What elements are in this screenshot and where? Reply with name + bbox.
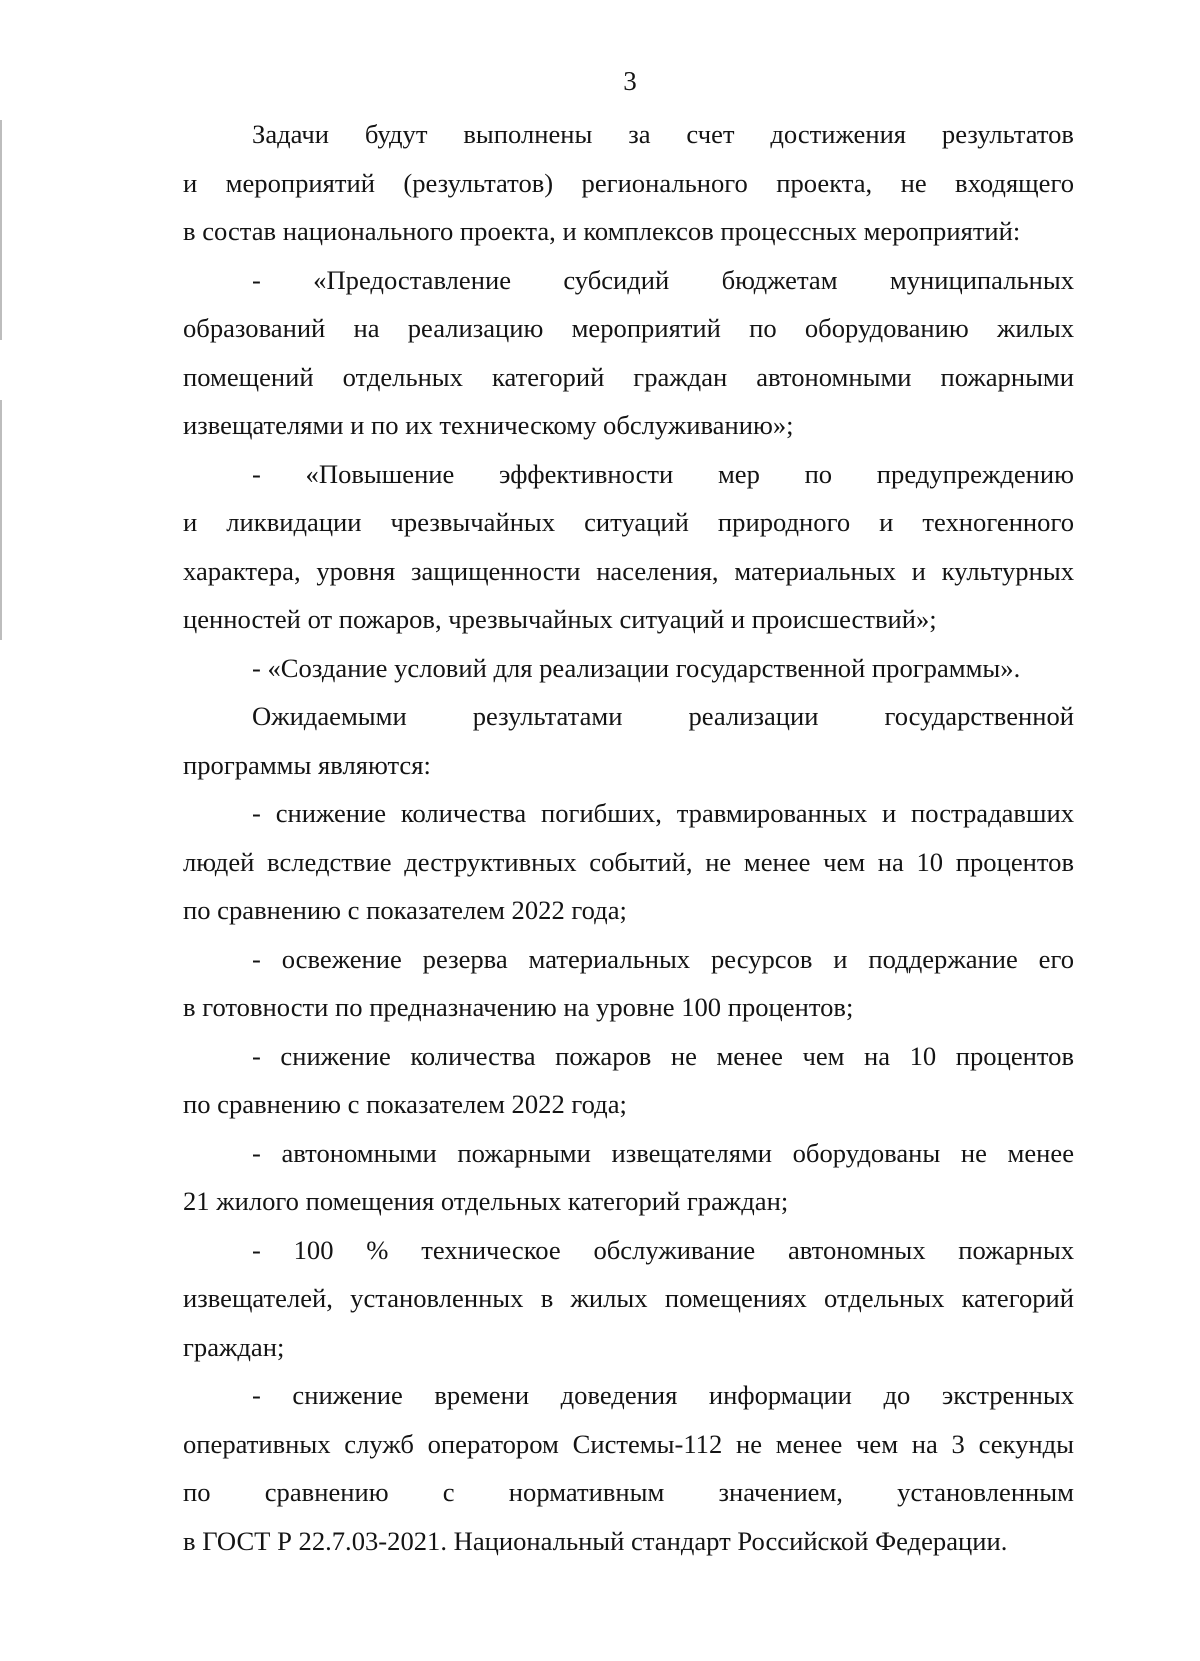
text-line: извещателями и по их техническому обслуживанию»;	[183, 410, 794, 440]
text-line: и мероприятий (результатов) регионального проекта, не входящего	[183, 167, 1074, 198]
paragraph-result-reserve	[183, 935, 1074, 1032]
text-line: - автономными пожарными извещателями оборудованы не менее	[252, 1137, 1074, 1168]
text-line: - освежение резерва материальных ресурсов и поддержание его	[252, 943, 1074, 974]
text-line: в готовности по предназначению на уровне 100 процентов;	[183, 992, 854, 1022]
text-line: оперативных служб оператором Системы-112 не менее чем на 3 секунды	[183, 1428, 1074, 1459]
text-line: - «Предоставление субсидий бюджетам муниципальных	[252, 264, 1074, 295]
text-line: программы являются:	[183, 749, 431, 780]
text-line: в состав национального проекта, и комплексов процессных мероприятий:	[183, 216, 1021, 246]
text-line: по сравнению с показателем 2022 года;	[183, 895, 627, 925]
text-line: граждан;	[183, 1331, 285, 1362]
scan-edge-mark	[0, 120, 2, 340]
page-number: 3	[623, 66, 637, 96]
text-line: - 100 % техническое обслуживание автономных пожарных	[252, 1234, 1074, 1265]
text-line: людей вследствие деструктивных событий, не менее чем на 10 процентов	[183, 846, 1074, 877]
paragraph-result-casualties	[183, 789, 1074, 935]
paragraph-tasks-intro	[183, 110, 1074, 256]
text-line: в ГОСТ Р 22.7.03-2021. Национальный стандарт Российской Федерации.	[183, 1525, 1008, 1556]
text-line: характера, уровня защищенности населения, материальных и культурных	[183, 555, 1074, 586]
text-line: - снижение количества пожаров не менее чем на 10 процентов	[252, 1040, 1074, 1071]
paragraph-result-maintenance	[183, 1226, 1074, 1372]
text-line: Задачи будут выполнены за счет достижения результатов	[252, 119, 1074, 149]
text-line: - «Повышение эффективности мер по предупреждению	[252, 458, 1074, 489]
text-line: образований на реализацию мероприятий по оборудованию жилых	[183, 313, 1074, 343]
paragraph-result-fires	[183, 1032, 1074, 1129]
text-line: по сравнению с показателем 2022 года;	[183, 1089, 627, 1119]
text-line: - снижение времени доведения информации до экстренных	[252, 1380, 1074, 1410]
document-body	[183, 110, 1074, 1565]
paragraph-result-detectors	[183, 1129, 1074, 1226]
text-line: - «Создание условий для реализации государственной программы».	[252, 652, 1021, 683]
paragraph-task-subsidies	[183, 256, 1074, 450]
text-line: по сравнению с нормативным значением, установленным	[183, 1477, 1074, 1507]
paragraph-task-conditions	[183, 644, 1074, 693]
text-line: ценностей от пожаров, чрезвычайных ситуаций и происшествий»;	[183, 604, 937, 634]
paragraph-result-system112	[183, 1371, 1074, 1565]
scan-edge-mark	[0, 400, 2, 640]
text-line: и ликвидации чрезвычайных ситуаций природного и техногенного	[183, 507, 1074, 537]
text-line: Ожидаемыми результатами реализации государственной	[252, 701, 1074, 731]
paragraph-task-efficiency	[183, 450, 1074, 644]
text-line: помещений отдельных категорий граждан автономными пожарными	[183, 361, 1074, 392]
text-line: извещателей, установленных в жилых помещениях отдельных категорий	[183, 1283, 1074, 1313]
paragraph-results-intro	[183, 692, 1074, 789]
text-line: - снижение количества погибших, травмированных и пострадавших	[252, 798, 1074, 828]
text-line: 21 жилого помещения отдельных категорий граждан;	[183, 1186, 789, 1216]
